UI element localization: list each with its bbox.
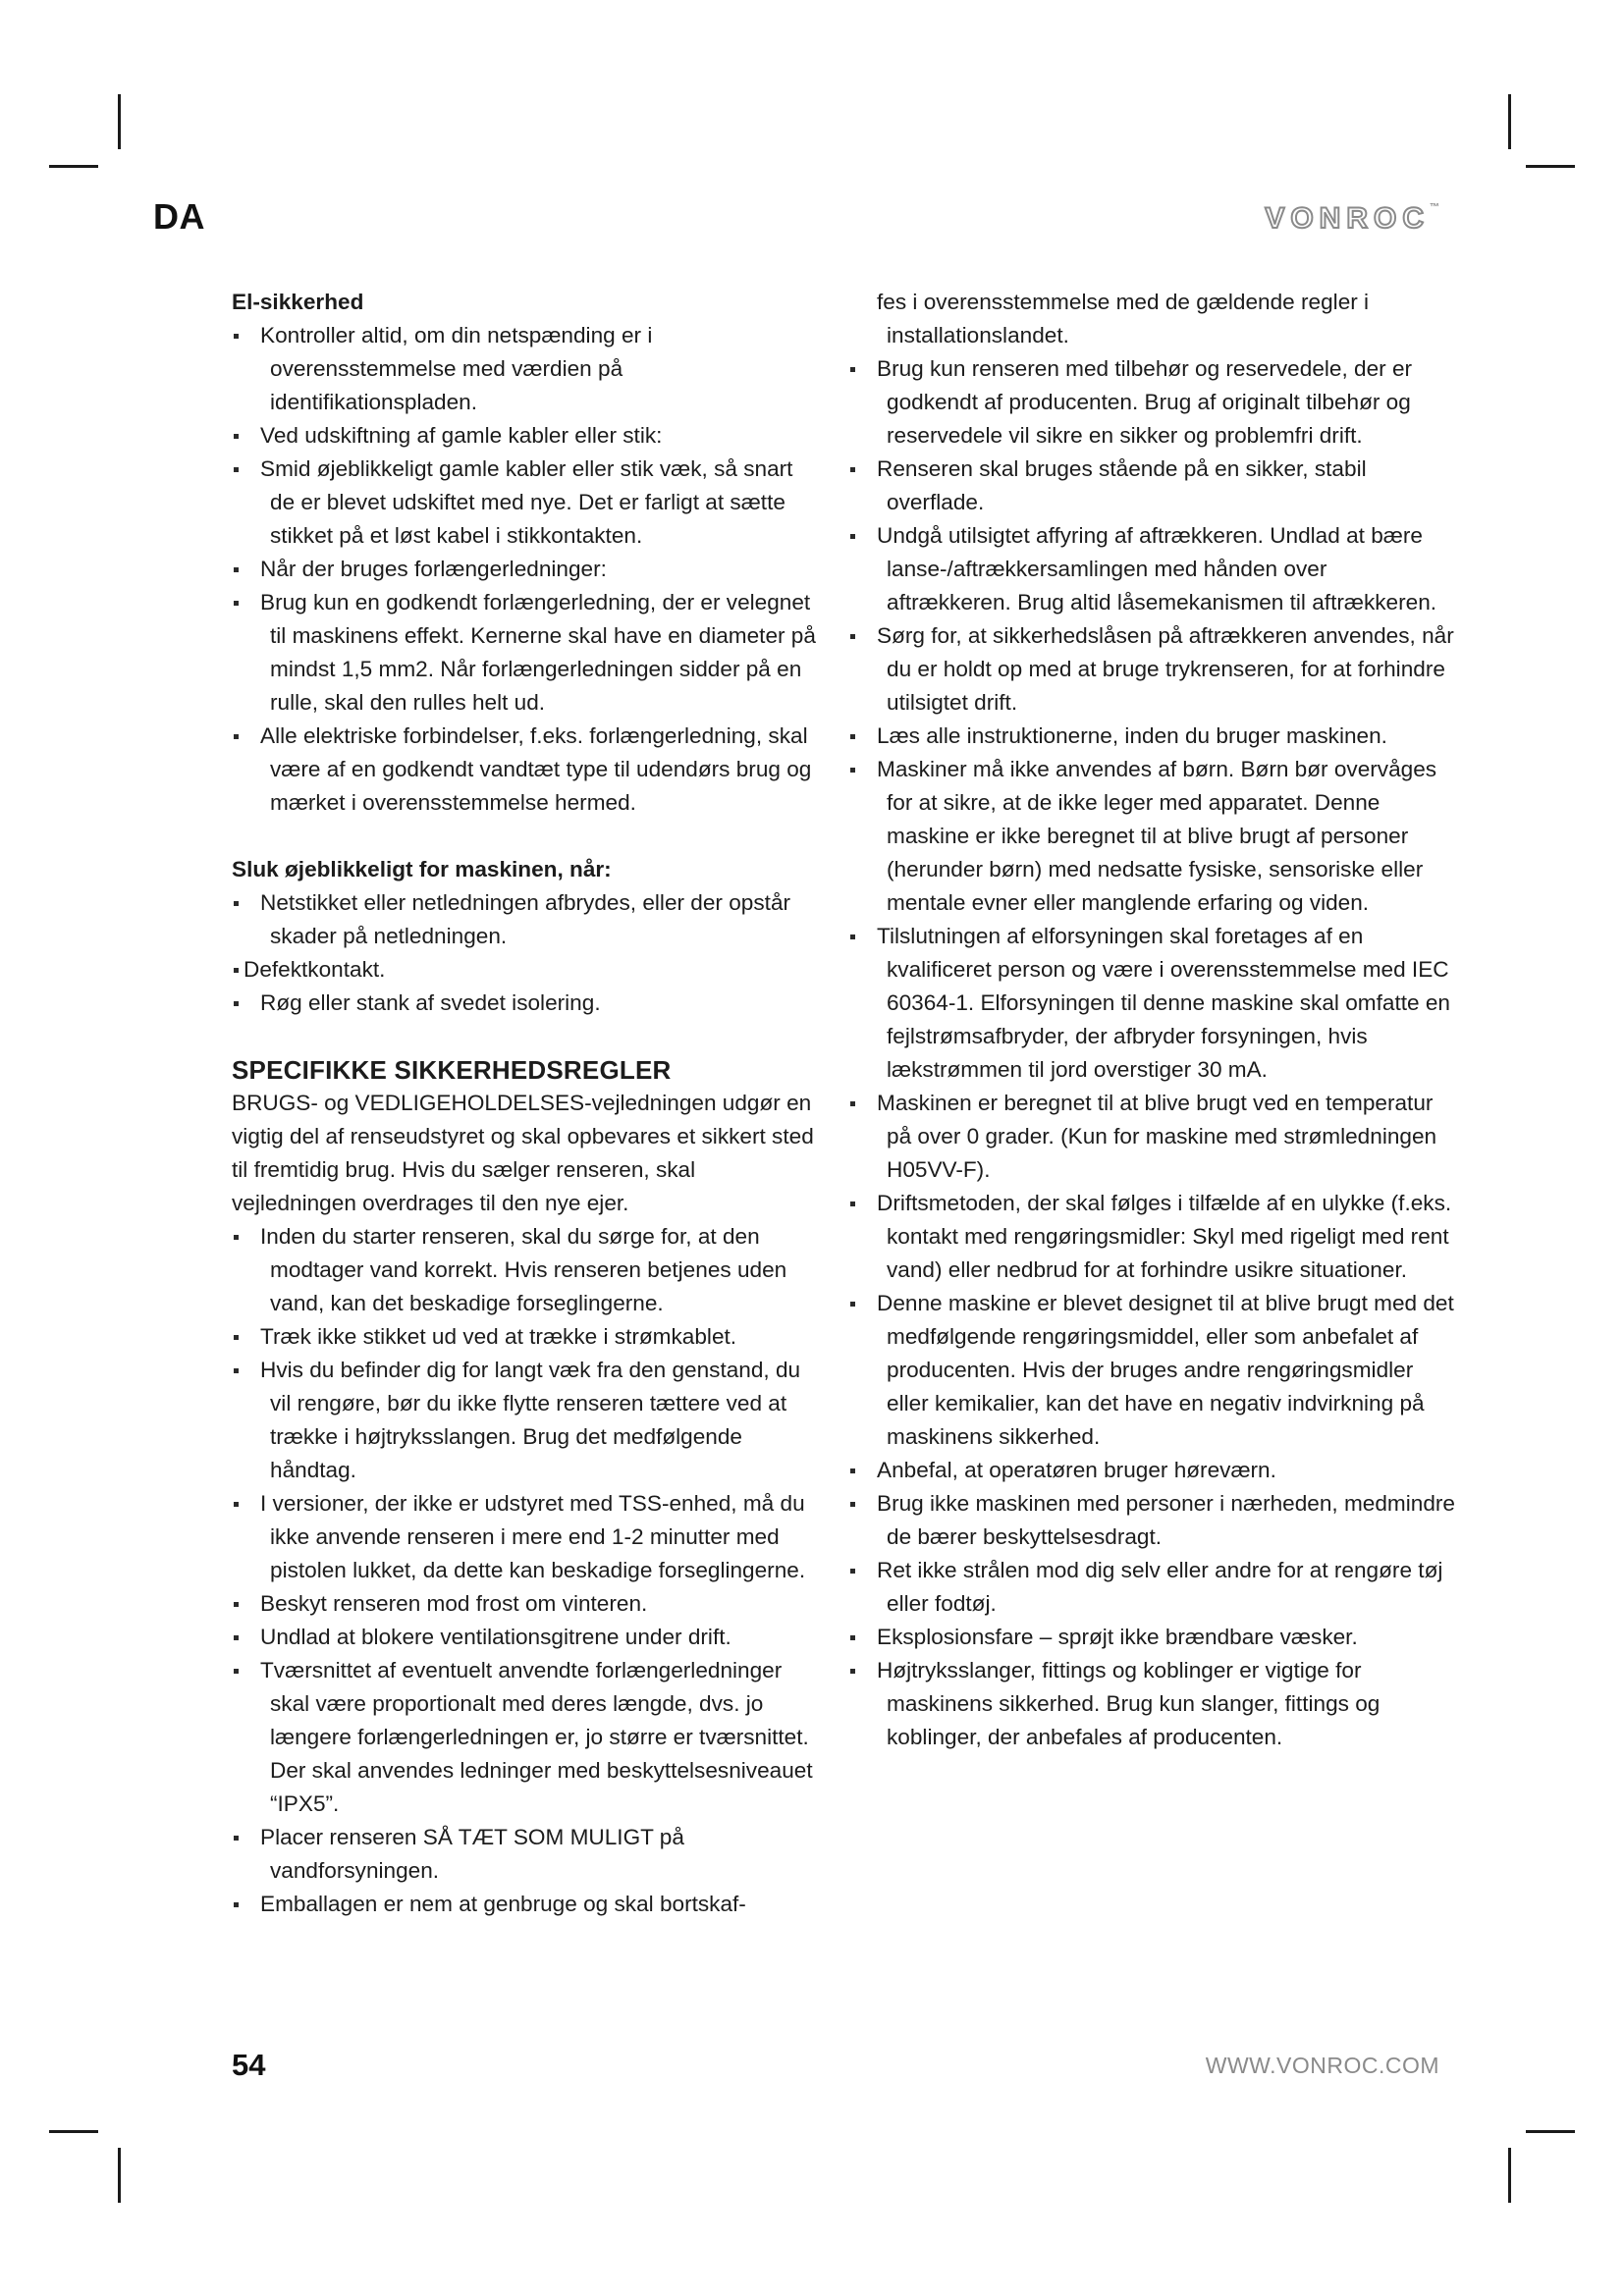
list-item: Ved udskiftning af gamle kabler eller stik: xyxy=(232,419,821,453)
list-item: Driftsmetoden, der skal følges i tilfælde af en ulykke (f.eks. kontakt med rengøringsmidler: Skyl med rigeligt med rent vand) eller nedbrud for at forhindre usikre situationer. xyxy=(848,1187,1457,1287)
list-item: Brug kun renseren med tilbehør og reservedele, der er godkendt af producenten. Brug af originalt tilbehør og reservedele vil sikre en sikker og problemfri drift. xyxy=(848,352,1457,453)
crop-mark-top-left-horizontal xyxy=(49,165,98,168)
list-item: Renseren skal bruges stående på en sikker, stabil overflade. xyxy=(848,453,1457,519)
intro-paragraph: BRUGS- og VEDLIGEHOLDELSES-vejledningen udgør en vigtig del af renseudstyret og skal opbevares et sikkert sted til fremtidig brug. Hvis du sælger renseren, skal vejledningen overdrages til den nye ejer. xyxy=(232,1091,814,1215)
trademark-mark: ™ xyxy=(1430,202,1439,213)
el-sikkerhed-list xyxy=(232,319,821,820)
list-item: Undgå utilsigtet affyring af aftrækkeren. Undlad at bære lanse-/aftrækkersamlingen med hånden over aftrækkeren. Brug altid låsemekanismen til aftrækkeren. xyxy=(848,519,1457,619)
left-column xyxy=(232,286,821,1921)
list-item: Alle elektriske forbindelser, f.eks. forlængerledning, skal være af en godkendt vandtæt type til udendørs brug og mærket i overensstemmelse hermed. xyxy=(232,720,821,820)
list-item: Anbefal, at operatøren bruger høreværn. xyxy=(848,1454,1457,1487)
list-item: Ret ikke strålen mod dig selv eller andre for at rengøre tøj eller fodtøj. xyxy=(848,1554,1457,1621)
spacer xyxy=(232,820,821,853)
list-item: Beskyt renseren mod frost om vinteren. xyxy=(232,1587,821,1621)
sluk-list xyxy=(232,886,821,1020)
list-item: Smid øjeblikkeligt gamle kabler eller stik væk, så snart de er blevet udskiftet med nye. Det er farligt at sætte stikket på et løst kabel i stikkontakten. xyxy=(232,453,821,553)
right-column xyxy=(848,286,1457,1754)
language-code: DA xyxy=(153,196,205,237)
list-item: Kontroller altid, om din netspænding er i overensstemmelse med værdien på identifikationspladen. xyxy=(232,319,821,419)
spacer xyxy=(232,1020,821,1053)
crop-mark-bottom-left-vertical xyxy=(118,2148,121,2203)
list-item: I versioner, der ikke er udstyret med TSS-enhed, må du ikke anvende renseren i mere end 1-2 minutter med pistolen lukket, da dette kan beskadige forseglingerne. xyxy=(232,1487,821,1587)
section-heading-specifikke: SPECIFIKKE SIKKERHEDSREGLER xyxy=(232,1055,672,1085)
crop-mark-top-right-vertical xyxy=(1508,94,1511,149)
list-item: Højtryksslanger, fittings og koblinger er vigtige for maskinens sikkerhed. Brug kun slanger, fittings og koblinger, der anbefales af producenten. xyxy=(848,1654,1457,1754)
brand-name: VONROC xyxy=(1265,202,1430,235)
list-item: Når der bruges forlængerledninger: xyxy=(232,553,821,586)
list-item: Maskiner må ikke anvendes af børn. Børn bør overvåges for at sikre, at de ikke leger med apparatet. Denne maskine er ikke beregnet til at blive brugt af personer (herunder børn) med nedsatte fysiske, sensoriske eller mentale evner eller manglende erfaring og viden. xyxy=(848,753,1457,920)
section-title-el-sikkerhed: El-sikkerhed xyxy=(232,290,364,314)
list-item: Maskinen er beregnet til at blive brugt ved en temperatur på over 0 grader. (Kun for maskine med strømledningen H05VV-F). xyxy=(848,1087,1457,1187)
list-item: Brug ikke maskinen med personer i nærheden, medmindre de bærer beskyttelsesdragt. xyxy=(848,1487,1457,1554)
list-item: Hvis du befinder dig for langt væk fra den genstand, du vil rengøre, bør du ikke flytte renseren tættere ved at trække i højtryksslangen. Brug det medfølgende håndtag. xyxy=(232,1354,821,1487)
list-item: Røg eller stank af svedet isolering. xyxy=(232,987,821,1020)
list-item: Læs alle instruktionerne, inden du bruger maskinen. xyxy=(848,720,1457,753)
list-item: Netstikket eller netledningen afbrydes, eller der opstår skader på netledningen. xyxy=(232,886,821,953)
specifikke-list xyxy=(232,1220,821,1921)
footer-url: WWW.VONROC.COM xyxy=(1205,2053,1439,2078)
list-item: Træk ikke stikket ud ved at trække i strømkablet. xyxy=(232,1320,821,1354)
crop-mark-bottom-right-horizontal xyxy=(1526,2130,1575,2133)
list-item: Defektkontakt. xyxy=(232,953,821,987)
brand-logo xyxy=(1265,202,1439,236)
list-item: Eksplosionsfare – sprøjt ikke brændbare væsker. xyxy=(848,1621,1457,1654)
list-item: Undlad at blokere ventilationsgitrene under drift. xyxy=(232,1621,821,1654)
list-item-continuation: fes i overensstemmelse med de gældende regler i installationslandet. xyxy=(877,290,1370,347)
crop-mark-bottom-right-vertical xyxy=(1508,2148,1511,2203)
crop-mark-top-left-vertical xyxy=(118,94,121,149)
list-item: Brug kun en godkendt forlængerledning, der er velegnet til maskinens effekt. Kernerne skal have en diameter på mindst 1,5 mm2. Når forlængerledningen sidder på en rulle, skal den rulles helt ud. xyxy=(232,586,821,720)
crop-mark-top-right-horizontal xyxy=(1526,165,1575,168)
list-item: Sørg for, at sikkerhedslåsen på aftrækkeren anvendes, når du er holdt op med at bruge trykrenseren, for at forhindre utilsigtet drift. xyxy=(848,619,1457,720)
list-item: Tværsnittet af eventuelt anvendte forlængerledninger skal være proportionalt med deres længde, dvs. jo længere forlængerledningen er, jo større er tværsnittet. Der skal anvendes ledninger med beskyttelsesniveauet “IPX5”. xyxy=(232,1654,821,1821)
list-item: Denne maskine er blevet designet til at blive brugt med det medfølgende rengøringsmiddel, eller som anbefalet af producenten. Hvis der bruges andre rengøringsmidler eller kemikalier, kan det have en negativ indvirkning på maskinens sikkerhed. xyxy=(848,1287,1457,1454)
list-item: Tilslutningen af elforsyningen skal foretages af en kvalificeret person og være i overensstemmelse med IEC 60364-1. Elforsyningen til denne maskine skal omfatte en fejlstrømsafbryder, der afbryder forsyningen, hvis lækstrømmen til jord overstiger 30 mA. xyxy=(848,920,1457,1087)
list-item: Emballagen er nem at genbruge og skal bortskaf- xyxy=(232,1888,821,1921)
list-item: Placer renseren SÅ TÆT SOM MULIGT på vandforsyningen. xyxy=(232,1821,821,1888)
section-title-sluk: Sluk øjeblikkeligt for maskinen, når: xyxy=(232,857,612,881)
list-item: Inden du starter renseren, skal du sørge for, at den modtager vand korrekt. Hvis renseren betjenes uden vand, kan det beskadige forseglingerne. xyxy=(232,1220,821,1320)
right-list xyxy=(848,286,1457,1754)
crop-mark-bottom-left-horizontal xyxy=(49,2130,98,2133)
page-number: 54 xyxy=(232,2048,266,2082)
